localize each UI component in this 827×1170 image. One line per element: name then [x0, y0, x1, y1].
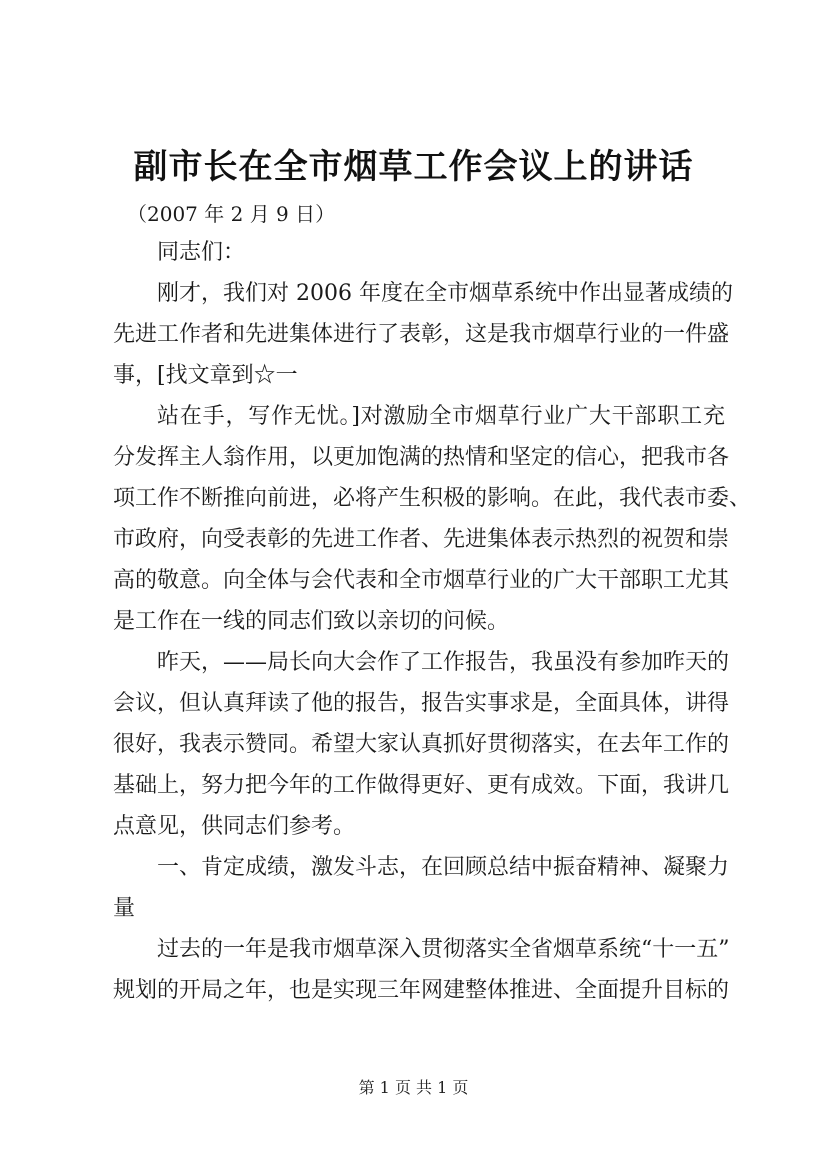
paragraph-line: 刚才，我们对 2006 年度在全市烟草系统中作出显著成绩的 [157, 281, 733, 306]
paragraph-line: 点意见，供同志们参考。 [113, 814, 356, 839]
page-footer: 第 1 页 共 1 页 [358, 1078, 469, 1097]
paragraph-line: 规划的开局之年，也是实现三年网建整体推进、全面提升目标的 [113, 978, 730, 1003]
document-body [113, 232, 752, 1011]
paragraph-line: 站在手，写作无忧。]对激励全市烟草行业广大干部职工充 [157, 404, 725, 429]
section-heading-line: 一、肯定成绩，激发斗志，在回顾总结中振奋精神、凝聚力 [157, 855, 730, 880]
salutation: 同志们： [157, 240, 246, 265]
paragraph-line: 很好，我表示赞同。希望大家认真抓好贯彻落实，在去年工作的 [113, 732, 730, 757]
document-title: 副市长在全市烟草工作会议上的讲话 [133, 147, 694, 187]
paragraph-line: 项工作不断推向前进，必将产生积极的影响。在此，我代表市委、 [113, 486, 752, 511]
paragraph-line: 市政府，向受表彰的先进工作者、先进集体表示热烈的祝贺和崇 [113, 527, 730, 552]
section-heading-line: 量 [113, 896, 136, 921]
paragraph-line: 会议，但认真拜读了他的报告，报告实事求是，全面具体，讲得 [113, 691, 730, 716]
paragraph-line: 分发挥主人翁作用，以更加饱满的热情和坚定的信心，把我市各 [113, 445, 730, 470]
paragraph-line: 基础上，努力把今年的工作做得更好、更有成效。下面，我讲几 [113, 773, 730, 798]
paragraph-line: 是工作在一线的同志们致以亲切的问候。 [113, 609, 510, 634]
paragraph-line: 先进工作者和先进集体进行了表彰，这是我市烟草行业的一件盛 [113, 322, 730, 347]
document-date: （2007 年 2 月 9 日） [127, 202, 336, 226]
paragraph-line: 过去的一年是我市烟草深入贯彻落实全省烟草系统“十一五” [157, 937, 730, 962]
paragraph-line: 事，[找文章到☆一 [113, 363, 298, 388]
paragraph-line: 高的敬意。向全体与会代表和全市烟草行业的广大干部职工尤其 [113, 568, 730, 593]
paragraph-line: 昨天，——局长向大会作了工作报告，我虽没有参加昨天的 [157, 650, 730, 675]
